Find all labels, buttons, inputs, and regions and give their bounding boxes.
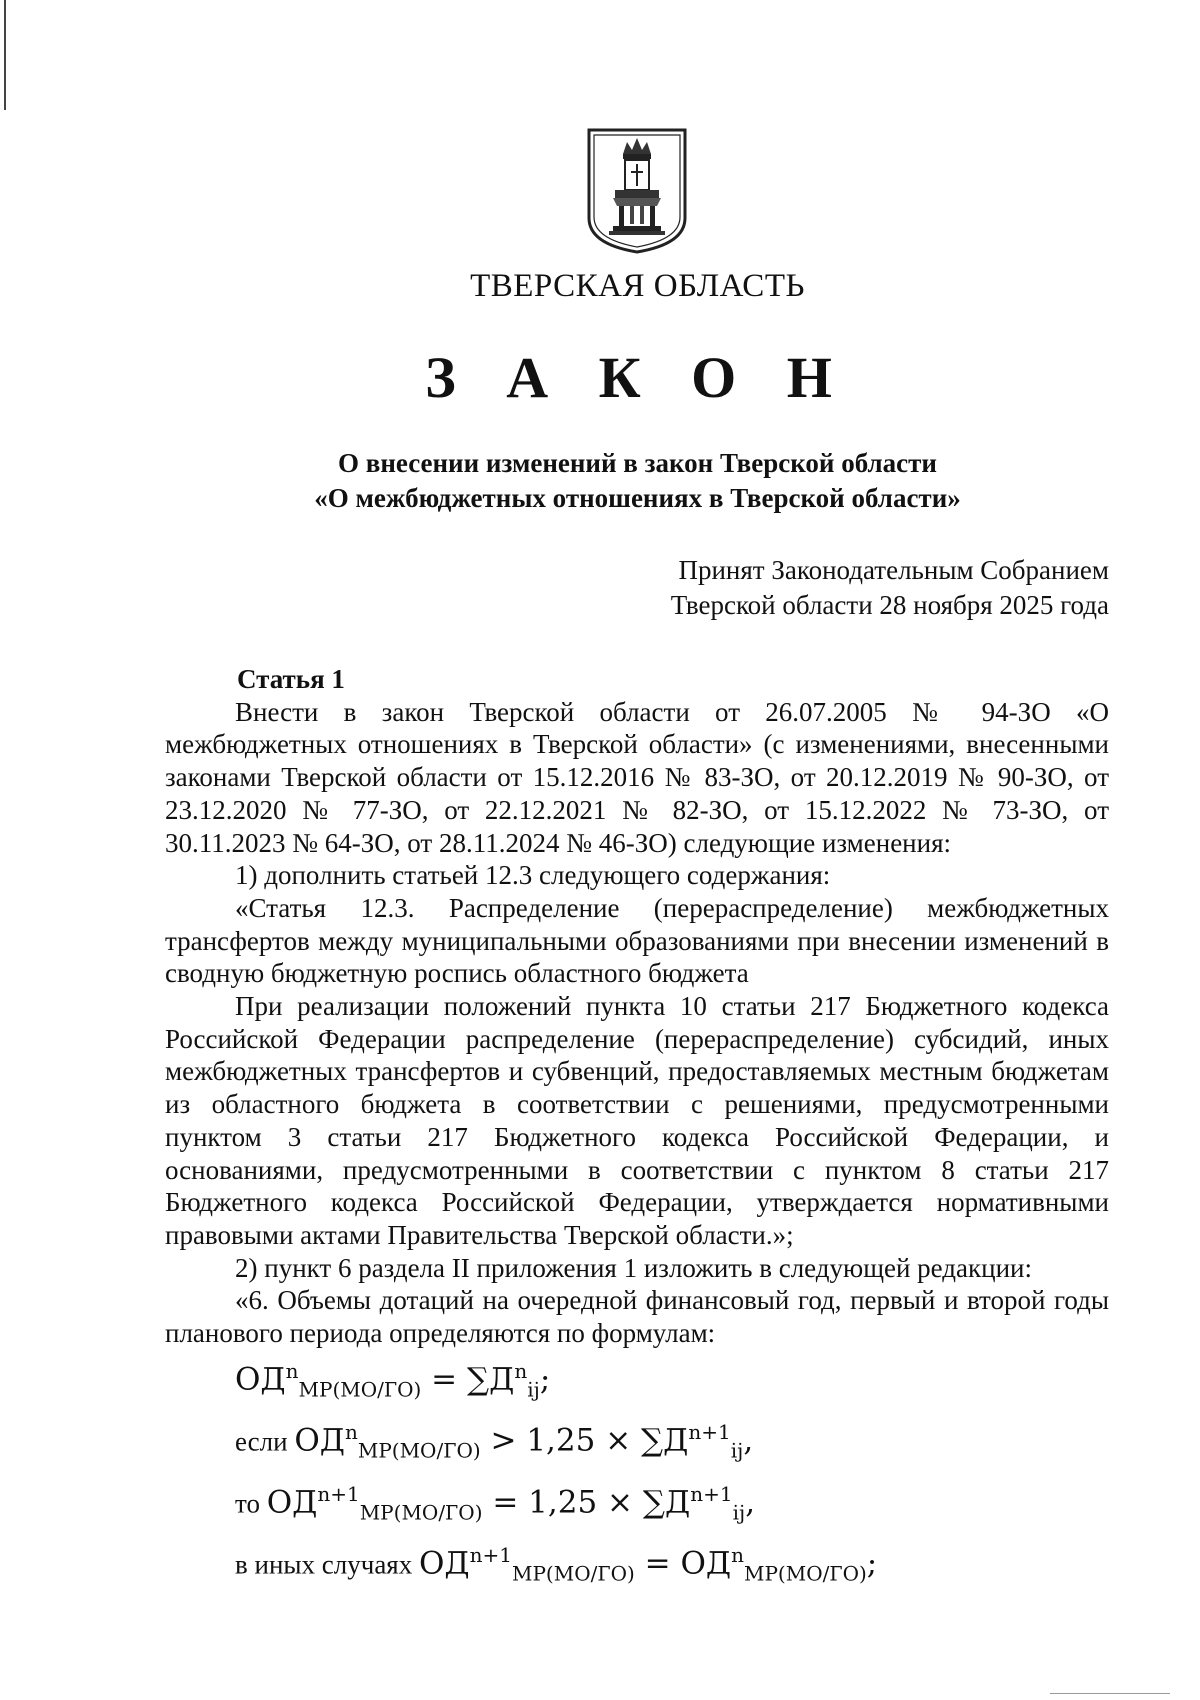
adoption-note-line-2: Тверской области 28 ноября 2025 года	[670, 590, 1109, 620]
law-title-line-1: О внесении изменений в закон Тверской области	[338, 448, 937, 478]
formula-3-rhs-sub: ij	[732, 1500, 746, 1525]
scan-edge-line	[4, 0, 6, 110]
article-heading: Статья 1	[237, 664, 345, 694]
amendment-item-1-quote: «Статья 12.3. Распределение (перераспределение) межбюджетных трансфертов между муниципальными образованиями при внесении изменений в сводную бюджетную роспись областного бюджета	[165, 892, 1109, 989]
article-body	[165, 663, 1109, 1596]
formula-4-lead: в иных случаях	[235, 1549, 419, 1580]
formula-2-lhs: ОД	[294, 1422, 345, 1459]
formula-2-lhs-sup: n	[344, 1420, 358, 1445]
formula-1-end: ;	[539, 1361, 551, 1398]
formula-1-rhs: ∑Д	[467, 1361, 515, 1398]
formula-4-end: ;	[866, 1545, 878, 1582]
amendment-item-2-quote: «6. Объемы дотаций на очередной финансовый год, первый и второй годы планового периода определяются по формулам:	[165, 1285, 1109, 1349]
formula-2-rhs-sub: ij	[730, 1438, 744, 1463]
formula-3-rhs: ∑Д	[642, 1484, 691, 1521]
formula-4-lhs-sub: МР(МО/ГО)	[511, 1561, 635, 1586]
formula-3-lhs-sub: МР(МО/ГО)	[359, 1500, 483, 1525]
formula-1-rhs-sub: ij	[527, 1377, 540, 1402]
amendment-item-1-text: При реализации положений пункта 10 статьи 217 Бюджетного кодекса Российской Федерации распределение (перераспределение) субсидий, иных межбюджетных трансфертов и субвенций, предоставляемых местным бюджетам из областного бюджета в соответствии с решениями, предусмотренными пунктом 3 статьи 217 Бюджетного кодекса Российской Федерации, и основаниями, предусмотренными в соответствии с пунктом 8 статьи 217 Бюджетного кодекса Российской Федерации, утверждается нормативными правовыми актами Правительства Тверской области.»;	[165, 991, 1109, 1250]
formula-3-rhs-sup: n+1	[690, 1481, 733, 1506]
formula-4	[165, 1534, 1109, 1596]
formula-1	[165, 1350, 1109, 1412]
formula-1-lhs-sub: МР(МО/ГО)	[298, 1377, 422, 1402]
adoption-note	[671, 553, 1109, 623]
formula-3-rel: = 1,25 ×	[482, 1484, 643, 1521]
amendment-item-2: 2) пункт 6 раздела II приложения 1 изложить в следующей редакции:	[235, 1252, 1032, 1283]
formula-3-end: ,	[745, 1484, 756, 1521]
amendment-item-1: 1) дополнить статьей 12.3 следующего содержания:	[235, 860, 831, 891]
document-type: З А К О Н	[425, 345, 850, 410]
formula-2-rhs-sup: n+1	[688, 1420, 731, 1445]
formula-4-rhs: ОД	[680, 1545, 732, 1582]
region-name: ТВЕРСКАЯ ОБЛАСТЬ	[470, 268, 805, 304]
law-title	[0, 446, 1200, 516]
coat-of-arms-icon	[585, 126, 689, 256]
formula-2-lhs-sub: МР(МО/ГО)	[357, 1438, 481, 1463]
formula-2-rel: > 1,25 ×	[480, 1422, 642, 1459]
formula-1-lhs: ОД	[235, 1361, 286, 1398]
formula-3-lhs: ОД	[266, 1484, 318, 1521]
formula-1-rhs-sup: n	[514, 1358, 528, 1383]
adoption-note-line-1: Принят Законодательным Собранием	[678, 555, 1109, 585]
formula-4-rhs-sub: МР(МО/ГО)	[743, 1561, 867, 1586]
law-title-line-2: «О межбюджетных отношениях в Тверской области»	[314, 483, 961, 513]
article-intro: Внести в закон Тверской области от 26.07.2005 № 94-ЗО «О межбюджетных отношениях в Тверской области» (с изменениями, внесенными законами Тверской области от 15.12.2016 № 83-ЗО, от 20.12.2019 № 90-ЗО, от 23.12.2020 № 77-ЗО, от 22.12.2021 № 82-ЗО, от 15.12.2022 № 73-ЗО, от 30.11.2023 № 64-ЗО, от 28.11.2024 № 46-ЗО) следующие изменения:	[165, 696, 1109, 858]
formula-4-lhs-sup: n+1	[469, 1543, 512, 1568]
formula-1-lhs-sup: n	[285, 1358, 299, 1383]
formula-3	[165, 1473, 1109, 1535]
formula-2	[165, 1411, 1109, 1473]
formula-3-lead: то	[235, 1488, 267, 1519]
formula-4-lhs: ОД	[418, 1545, 470, 1582]
formula-1-rel: =	[421, 1361, 467, 1398]
scan-edge-mark	[1050, 1693, 1170, 1694]
formula-4-rel: =	[634, 1545, 681, 1582]
formula-2-end: ,	[743, 1422, 754, 1459]
formula-2-rhs: ∑Д	[641, 1422, 689, 1459]
formula-3-lhs-sup: n+1	[317, 1481, 360, 1506]
formula-4-rhs-sup: n	[731, 1543, 744, 1568]
formula-2-lead: если	[235, 1426, 295, 1457]
